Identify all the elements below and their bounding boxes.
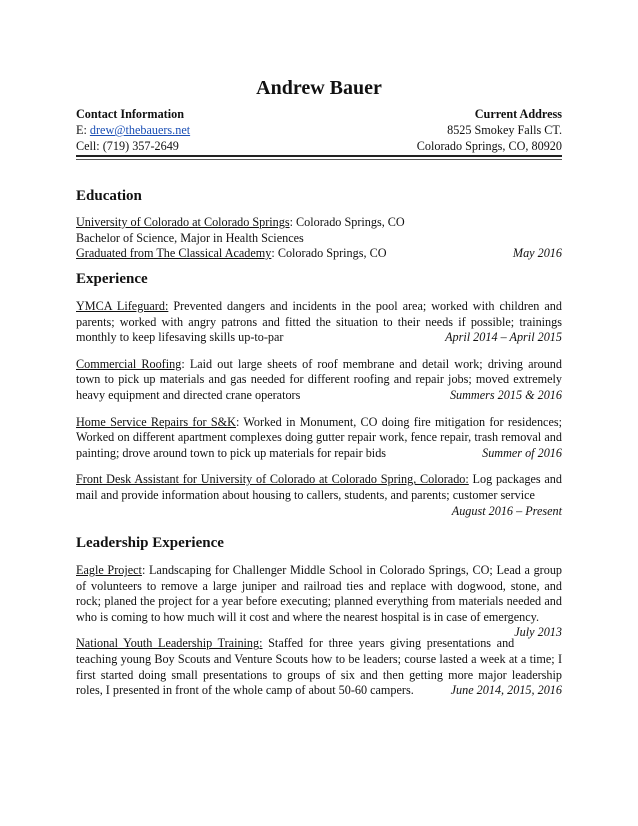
highschool-name: Graduated from The Classical Academy xyxy=(76,246,272,261)
experience-heading: Experience xyxy=(76,271,148,287)
experience-title: YMCA Lifeguard: xyxy=(76,299,169,313)
experience-description: Prevented dangers and incidents in the pool area; worked with children and parents; worked with angry patrons and fitted the situation to their needs if possible; trainings monthly to keep lifesaving skills up-to-par xyxy=(76,299,562,345)
email-link[interactable]: drew@thebauers.net xyxy=(89,123,191,137)
address-label: Current Address xyxy=(474,107,562,121)
contact-label: Contact Information xyxy=(76,107,184,121)
leadership-description: : Landscaping for Challenger Middle School in Colorado Springs, CO; Lead a group of volunteers to remove a large juniper and railroad ties and replace with dogwood, stone, and rock; planed the project for a year before executing; planned everything from materials needed and who is coming to how much will it cost and where the nearest hospital is in case of emergency. xyxy=(76,563,563,624)
city-address: Colorado Springs, CO, 80920 xyxy=(416,139,562,153)
experience-title: Front Desk Assistant for University of Colorado at Colorado Spring, Colorado: xyxy=(76,472,469,487)
experience-date: Summer of 2016 xyxy=(482,445,562,460)
header-divider-thin xyxy=(76,159,562,160)
experience-item xyxy=(76,472,562,518)
email-prefix: E: xyxy=(76,123,90,137)
experience-description: : Worked in Monument, CO doing fire mitigation for residences; Worked on different apartment complexes doing gutter repair work, fence repair, trash removal and painting; drove around town to pick up materials for repair bids xyxy=(76,414,562,460)
header-divider xyxy=(76,155,562,157)
education-university xyxy=(76,215,562,231)
experience-title: Commercial Roofing xyxy=(76,356,182,371)
leadership-item xyxy=(76,563,563,640)
experience-description: : Laid out large sheets of roof membrane and detail work; driving around town to pick up materials and gas needed for different roofing and repair jobs; moved extremely heavy equipment and directed crane operators xyxy=(76,356,562,402)
leadership-heading: Leadership Experience xyxy=(76,535,224,551)
leadership-item xyxy=(76,636,562,698)
education-degree: Bachelor of Science, Major in Health Sciences xyxy=(76,230,304,245)
cell-phone: Cell: (719) 357-2649 xyxy=(76,139,179,153)
highschool-date: May 2016 xyxy=(512,246,562,261)
experience-date: Summers 2015 & 2016 xyxy=(449,387,562,402)
contact-block xyxy=(76,106,562,154)
highschool-location: : Colorado Springs, CO xyxy=(271,246,387,261)
university-location: : Colorado Springs, CO xyxy=(289,215,405,229)
leadership-date: July 2013 xyxy=(514,625,562,640)
experience-section xyxy=(76,270,562,519)
education-section xyxy=(76,187,562,262)
education-highschool xyxy=(76,246,562,262)
experience-item xyxy=(76,357,562,404)
leadership-description: Staffed for three years giving presentations and teaching young Boy Scouts and Venture Scouts how to be leaders; course lasted a week at a time; I first started doing small presentations to groups of six and then getting more major leadership roles, I presented in front of the whole camp of about 50-60 campers. xyxy=(76,636,562,698)
resume-name: Andrew Bauer xyxy=(256,77,382,99)
leadership-date: June 2014, 2015, 2016 xyxy=(450,683,562,698)
education-heading: Education xyxy=(76,188,142,204)
university-name: University of Colorado at Colorado Springs xyxy=(76,215,290,229)
experience-item xyxy=(76,299,562,346)
experience-date: April 2014 – April 2015 xyxy=(445,330,562,345)
leadership-title: National Youth Leadership Training: xyxy=(76,636,263,651)
experience-description: Log packages and mail and provide information about housing to callers, students, and parents; customer service xyxy=(76,472,562,502)
experience-item xyxy=(76,415,562,462)
leadership-title: Eagle Project xyxy=(76,563,142,577)
experience-date: August 2016 – Present xyxy=(451,503,562,518)
leadership-section xyxy=(76,534,562,710)
street-address: 8525 Smokey Falls CT. xyxy=(447,123,562,137)
experience-title: Home Service Repairs for S&K xyxy=(76,414,236,429)
email-line xyxy=(76,122,190,138)
